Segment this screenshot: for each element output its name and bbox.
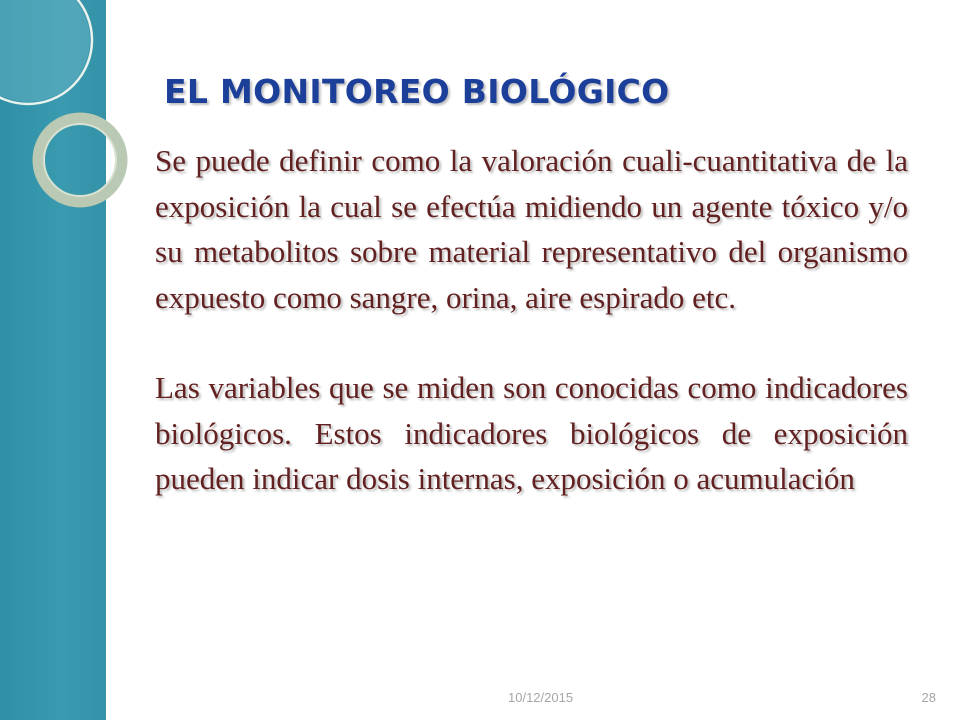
paragraph-definition: Se puede definir como la valoración cuali-cuantitativa de la exposición la cual se efectúa midiendo un agente tóxico y/o su metabolitos sobre material representativo del organismo expuesto como sangre, orina, aire espirado etc. xyxy=(155,143,908,315)
small-ring xyxy=(38,118,122,202)
footer-date: 10/12/2015 xyxy=(508,690,574,705)
large-circle-fill xyxy=(0,0,90,102)
decorative-circles xyxy=(0,0,140,240)
paragraph-variables: Las variables que se miden son conocidas como indicadores biológicos. Estos indicadores biológicos de exposición pueden indicar dosis internas, exposición o acumulación xyxy=(155,370,908,496)
footer-page-number: 28 xyxy=(921,690,936,705)
slide-body xyxy=(155,138,908,502)
small-ring-inner xyxy=(44,124,116,196)
slide-title: EL MONITOREO BIOLÓGICO xyxy=(164,72,670,111)
